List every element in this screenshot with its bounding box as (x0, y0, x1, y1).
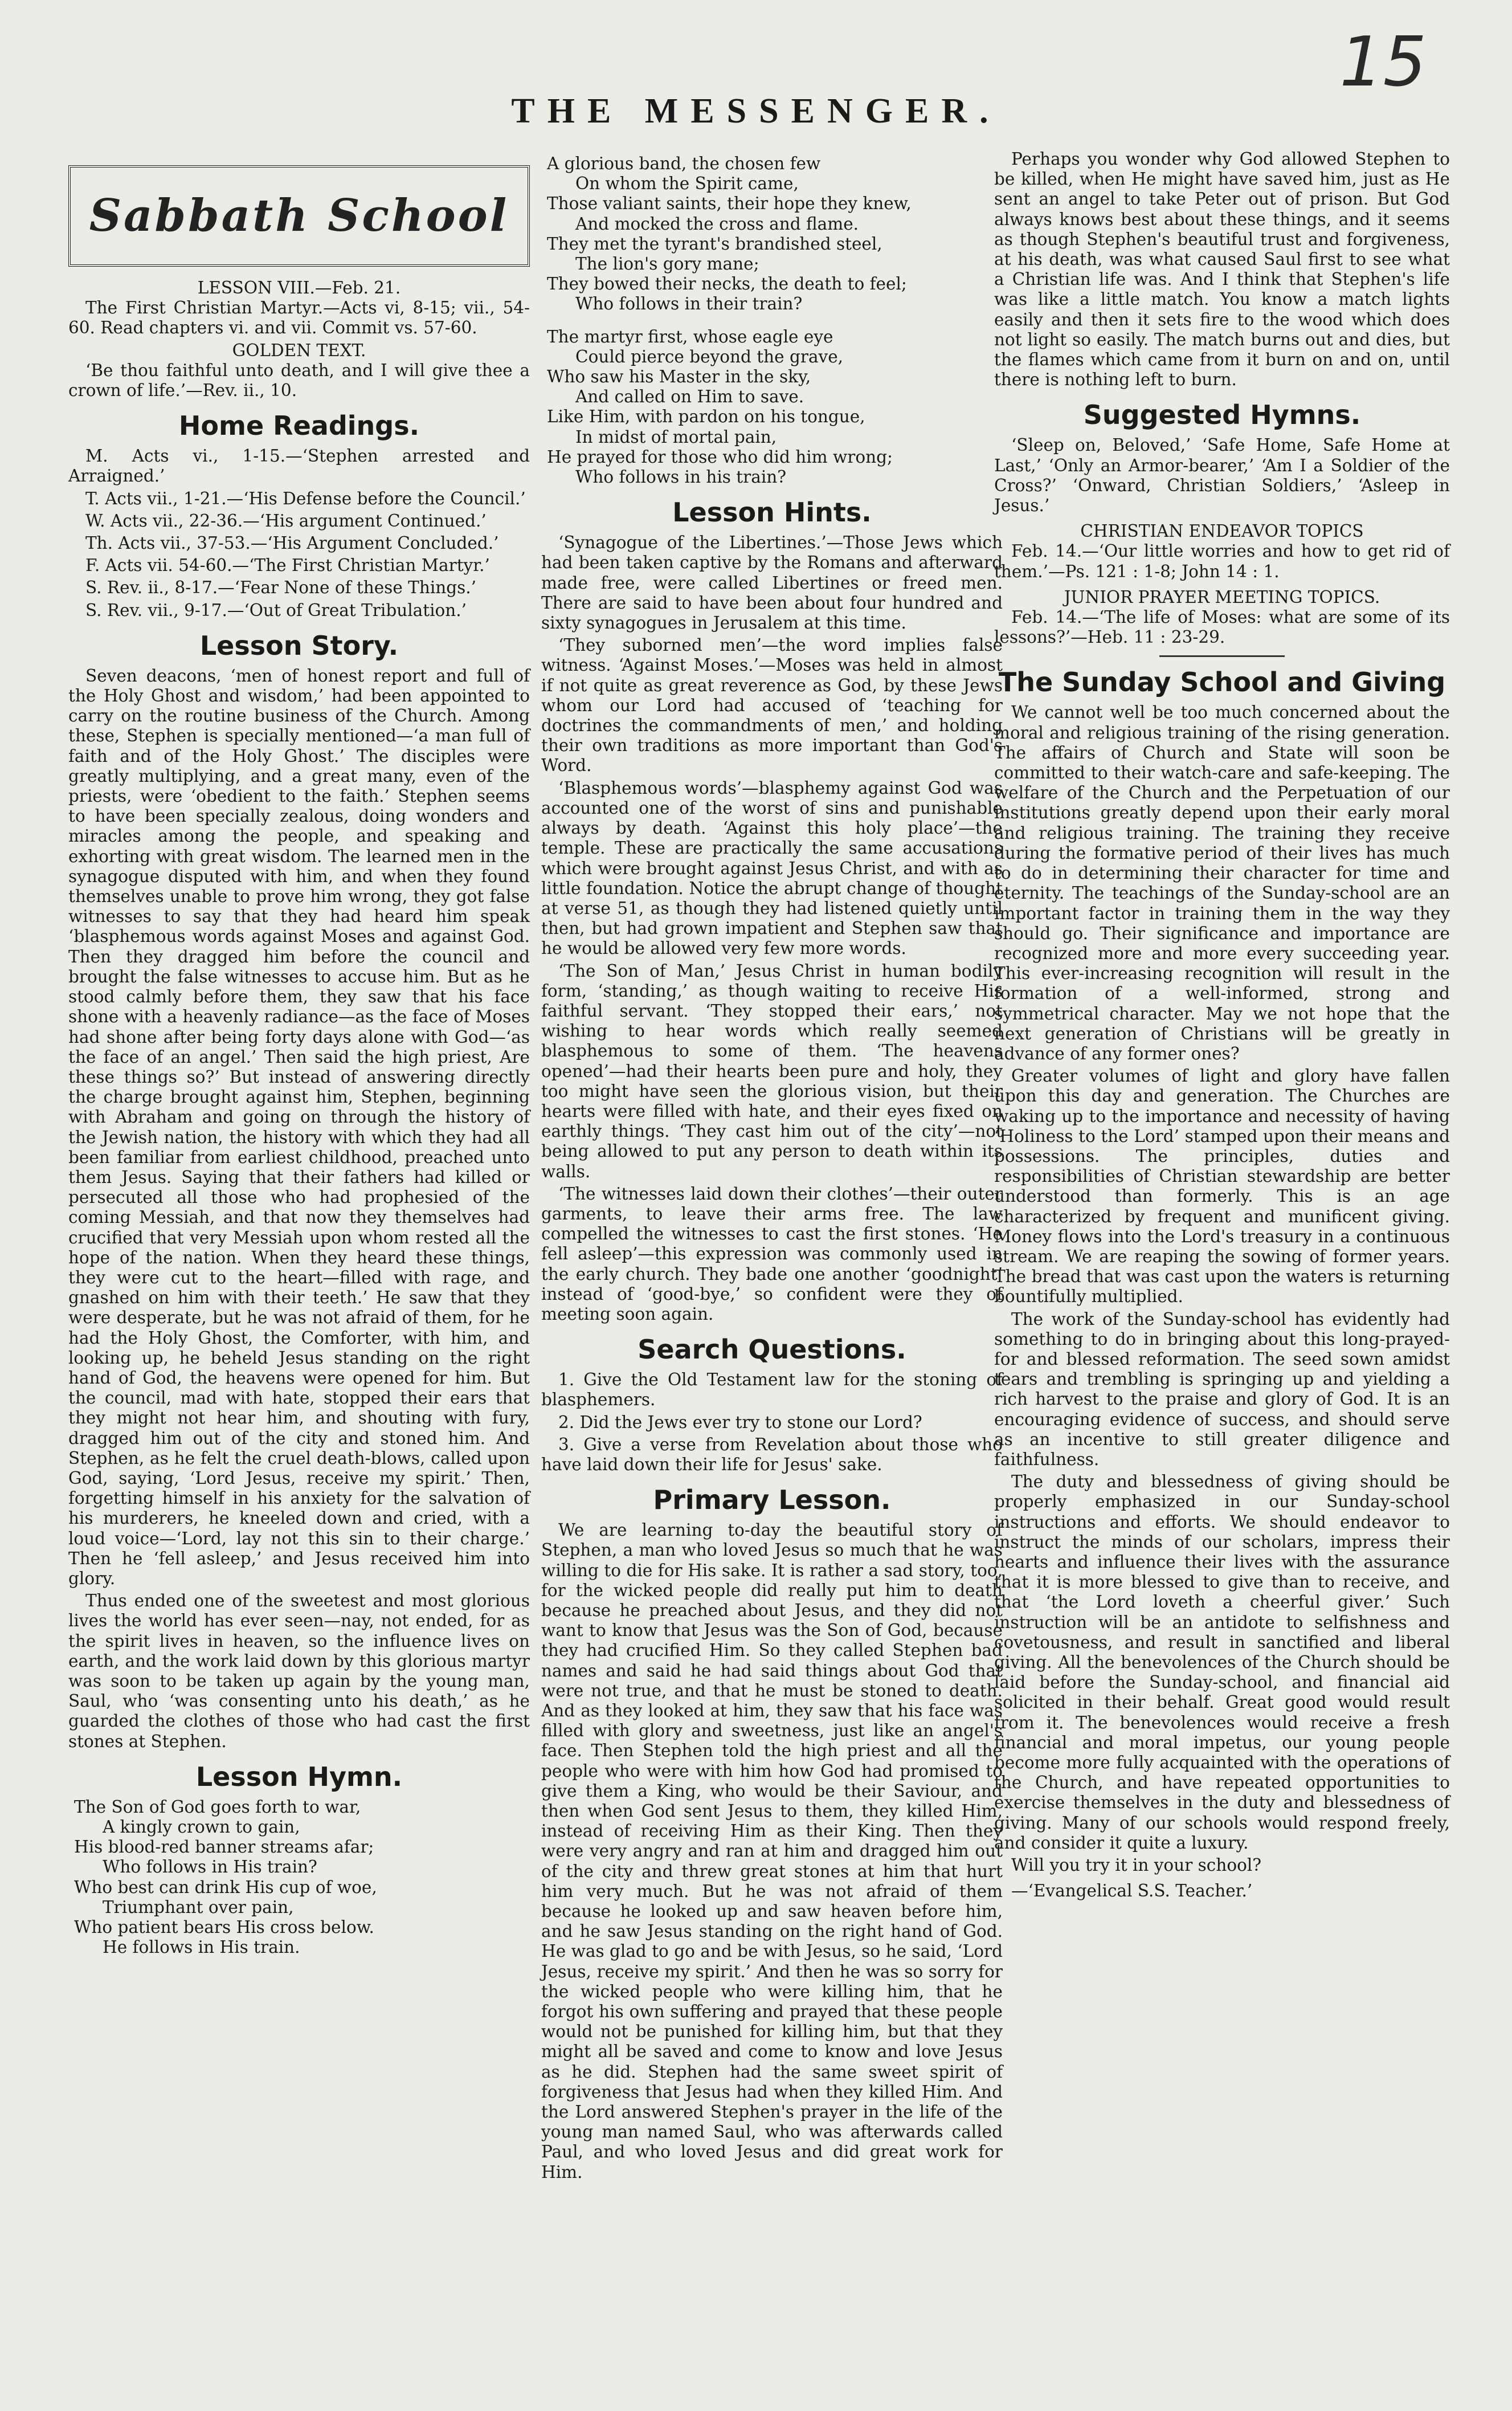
hymn-line: The Son of God goes forth to war, (74, 1797, 361, 1817)
suggested-hymns-text: ‘Sleep on, Beloved,’ ‘Safe Home, Safe Home at Last,’ ‘Only an Armor-bearer,’ ‘Am I a Soldier of the Cross?’ ‘Onward, Christian Soldiers,’ ‘Asleep in Jesus.’ (994, 435, 1450, 516)
reading-item: M. Acts vi., 1-15.—‘Stephen arrested and Arraigned.’ (68, 446, 530, 486)
hymn-stanza-1 (74, 1797, 530, 1958)
golden-text: ‘Be thou faithful unto death, and I will give thee a crown of life.’—Rev. ii., 10. (68, 360, 530, 401)
hymn-line: A kingly crown to gain, (103, 1817, 300, 1837)
question-item: 2. Did the Jews ever try to stone our Lord? (558, 1412, 922, 1432)
golden-text-label: GOLDEN TEXT. (232, 340, 366, 360)
column-1 (68, 154, 530, 1957)
hymn-line: Triumphant over pain, (103, 1897, 294, 1917)
masthead-title: THE MESSENGER. (511, 92, 1001, 130)
sabbath-school-logo: Sabbath School (68, 165, 530, 267)
hymn-stanza-2 (547, 154, 1003, 315)
column-2 (541, 154, 1003, 2185)
junior-topics-text: Feb. 14.—‘The life of Moses: what are some of its lessons?’—Heb. 11 : 23-29. (994, 607, 1450, 647)
giving-paragraph: We cannot well be too much concerned about the moral and religious training of the rising generation. The affairs of Church and State will soon be committed to their watch-care and safe-keeping. The welfare of the Church and the Perpetuation of our institutions greatly depend upon their early moral and religious training. The training they receive during the formative period of their lives has much to do in determining their character for time and eternity. The teachings of the Sunday-school are an important factor in training them in the way they should go. Their significance and importance are recognized more and more every succeeding year. This ever-increasing recognition will result in the formation of a well-informed, strong and symmetrical character. May we not hope that the next generation of Christians will be greatly in advance of any former ones? (994, 703, 1450, 1063)
hint-paragraph: ‘Blasphemous words’—blasphemy against God was accounted one of the worst of sins and punishable always by death. ‘Against this holy place’—the temple. These are practically the same accusations which were brought against Jesus Christ, and with as little foundation. Notice the abrupt change of thought at verse 51, as though they had listened quietly until then, but had grown impatient and Stephen saw that he would be allowed very few more words. (541, 778, 1003, 958)
page-number: 15 (1339, 23, 1427, 102)
hymn-line: And mocked the cross and flame. (575, 214, 859, 234)
hymn-line: Who patient bears His cross below. (74, 1918, 374, 1937)
ce-topics-text: Feb. 14.—‘Our little worries and how to get rid of them.’—Ps. 121 : 1-8; John 14 : 1. (994, 541, 1450, 581)
hymn-line: They bowed their necks, the death to feel; (547, 274, 907, 294)
hymn-line: Who saw his Master in the sky, (547, 367, 811, 387)
reading-item: S. Rev. vii., 9-17.—‘Out of Great Tribulation.’ (85, 600, 467, 620)
lesson-subject: The First Christian Martyr.—Acts vi, 8-15; vii., 54-60. Read chapters vi. and vii. Commit vs. 57-60. (68, 298, 530, 338)
hymn-line: In midst of mortal pain, (575, 427, 777, 447)
column-3 (994, 149, 1450, 1903)
ce-topics-title: CHRISTIAN ENDEAVOR TOPICS (1080, 521, 1364, 541)
primary-paragraph: We are learning to-day the beautiful story of Stephen, a man who loved Jesus so much that he was willing to die for His sake. It is rather a sad story, too, for the wicked people did really put him to death because he preached about Jesus, and they did not want to know that Jesus was the Son of God, because they had crucified Him. So they called Stephen bad names and said he had said things about God that were not true, and that he must be stoned to death. And as they looked at him, they saw that his face was filled with glory and sweetness, just like an angel's face. Then Stephen told the high priest and all the people who were with him how God had promised to give them a King, who would be their Saviour, and then when God sent Jesus to them, they killed Him, instead of receiving Him as their King. Then they were very angry and ran at him and dragged him out of the city and threw great stones at him that hurt him very much. But he was not afraid of them because he looked up and saw heaven before him, and he saw Jesus standing on the right hand of God. He was glad to go and be with Jesus, so he said, ‘Lord Jesus, receive my spirit.’ And then he was so sorry for the wicked people who were killing him, that he forgot his own suffering and prayed that these people would not be punished for killing him, but that they might all be saved and come to know and love Jesus as he did. Stephen had the same sweet spirit of forgiveness that Jesus had when they killed Him. And the Lord answered Stephen's prayer in the life of the young man named Saul, who was afterwards called Paul, and who loved Jesus and did great work for Him. (541, 1520, 1003, 2182)
reading-item: S. Rev. ii., 8-17.—‘Fear None of these Things.’ (85, 578, 477, 598)
hymn-line: They met the tyrant's brandished steel, (547, 234, 882, 254)
reading-item: Th. Acts vii., 37-53.—‘His Argument Concluded.’ (85, 533, 499, 553)
hymn-line: Who follows in his train? (575, 467, 787, 487)
hymn-stanza-3 (547, 327, 1003, 488)
hymn-line: He prayed for those who did him wrong; (547, 447, 893, 467)
home-readings-title: Home Readings. (178, 410, 420, 442)
lesson-hymn-title: Lesson Hymn. (195, 1761, 403, 1792)
hint-paragraph: ‘The witnesses laid down their clothes’—their outer garments, to leave their arms free. The law compelled the witnesses to cast the first stones. ‘He fell asleep’—this expression was commonly used in the early church. They bade one another ‘goodnight’ instead of ‘good-bye,’ so confident were they of meeting soon again. (541, 1184, 1003, 1324)
search-questions-title: Search Questions. (638, 1334, 906, 1365)
hymn-line: The martyr first, whose eagle eye (547, 327, 833, 346)
giving-paragraph: The duty and blessedness of giving should be properly emphasized in our Sunday-school instructions and efforts. We should endeavor to instruct the minds of our scholars, impress their hearts and influence their lives with the assurance that it is more blessed to give than to receive, and that ‘the Lord loveth a cheerful giver.’ Such instruction will be an antidote to selfishness and covetousness, and result in sanctified and liberal giving. All the benevolences of the Church should be laid before the Sunday-school, and financial aid solicited in their behalf. Great good would result from it. The benevolences would receive a fresh financial and moral impetus, our young people become more fully acquainted with the operations of the Church, and have repeated opportunities to exercise themselves in the duty and blessedness of giving. Many of our schools would respond freely, and consider it quite a luxury. (994, 1472, 1450, 1853)
suggested-hymns-title: Suggested Hymns. (1083, 399, 1361, 431)
hymn-line: His blood-red banner streams afar; (74, 1837, 374, 1857)
giving-title: The Sunday School and Giving (998, 667, 1446, 698)
hymn-line: Who best can drink His cup of woe, (74, 1877, 377, 1897)
hymn-line: And called on Him to save. (575, 387, 804, 407)
giving-paragraph: Will you try it in your school? (1011, 1855, 1262, 1875)
hint-paragraph: ‘The Son of Man,’ Jesus Christ in human bodily form, ‘standing,’ as though waiting to receive His faithful servant. ‘They stopped their ears,’ not wishing to hear words which really seemed blasphemous to some of them. ‘The heavens opened’—had their hearts been pure and holy, they too might have seen the glorious vision, but their hearts were filled with hate, and their eyes fixed on earthly things. ‘They cast him out of the city’—not being allowed to put any person to death within its walls. (541, 961, 1003, 1181)
hymn-line: Like Him, with pardon on his tongue, (547, 407, 865, 427)
giving-paragraph: The work of the Sunday-school has evidently had something to do in bringing about this long-prayed-for and blessed reformation. The seed sown amidst tears and trembling is springing up and yielding a rich harvest to the praise and glory of God. It is an encouraging evidence of success, and should serve as an incentive to still greater diligence and faithfulness. (994, 1309, 1450, 1469)
giving-paragraph: Greater volumes of light and glory have fallen upon this day and generation. The Churches are waking up to the importance and necessity of having ‘Holiness to the Lord’ stamped upon their means and possessions. The principles, duties and responsibilities of Christian stewardship are better understood than formerly. This is an age characterized by frequent and munificent giving. Money flows into the Lord's treasury in a continuous stream. We are reaping the sowing of former years. The bread that was cast upon the waters is returning bountifully multiplied. (994, 1066, 1450, 1307)
question-item: 1. Give the Old Testament law for the stoning of blasphemers. (541, 1370, 1003, 1410)
junior-topics-title: JUNIOR PRAYER MEETING TOPICS. (1064, 587, 1380, 607)
reading-item: W. Acts vii., 22-36.—‘His argument Continued.’ (85, 511, 487, 531)
hymn-line: Could pierce beyond the grave, (575, 346, 844, 366)
hymn-line: The lion's gory mane; (575, 254, 759, 274)
question-item: 3. Give a verse from Revelation about those who have laid down their life for Jesus' sake. (541, 1434, 1003, 1474)
giving-signature: —‘Evangelical S.S. Teacher.’ (1011, 1881, 1253, 1901)
reading-item: T. Acts vii., 1-21.—‘His Defense before the Council.’ (85, 488, 526, 508)
lesson-story-title: Lesson Story. (199, 630, 399, 661)
hint-paragraph: ‘Synagogue of the Libertines.’—Those Jews which had been taken captive by the Romans and afterward made free, were called Libertines or freed men. There are said to have been about four hundred and sixty synagogues in Jerusalem at this time. (541, 533, 1003, 633)
hint-paragraph: ‘They suborned men’—the word implies false witness. ‘Against Moses.’—Moses was held in almost if not quite as great reverence as God, by these Jews whom our Lord had accused of ‘teaching for doctrines the commandments of men,’ and holding their own traditions as more important than God's Word. (541, 635, 1003, 776)
hymn-line: On whom the Spirit came, (575, 174, 799, 194)
hymn-line: A glorious band, the chosen few (547, 154, 821, 173)
reading-item: F. Acts vii. 54-60.—‘The First Christian Martyr.’ (85, 556, 490, 576)
section-divider (1159, 655, 1285, 657)
lesson-heading: LESSON VIII.—Feb. 21. (197, 278, 401, 297)
story-paragraph: Seven deacons, ‘men of honest report and full of the Holy Ghost and wisdom,’ had been appointed to carry on the routine business of the Church. Among these, Stephen is specially mentioned—‘a man full of faith and of the Holy Ghost.’ The disciples were greatly multiplying, and a great many, even of the priests, were ‘obedient to the faith.’ Stephen seems to have been specially zealous, doing wonders and miracles among the people, and speaking and exhorting with great wisdom. The learned men in the synagogue disputed with him, and when they found themselves unable to prove him wrong, they got false witnesses to say that they had heard him speak ‘blasphemous words against Moses and against God. Then they dragged him before the council and brought the false witnesses to accuse him. But as he stood calmly before them, they saw that his face shone with a heavenly radiance—as the face of Moses had shone after being forty days alone with God—‘as the face of an angel.’ Then said the high priest, Are these things so?’ But instead of answering directly the charge brought against him, Stephen, beginning with Abraham and going on through the history of the Jewish nation, the history with which they had all been familiar from earliest childhood, preached unto them Jesus. Saying that their fathers had killed or persecuted all those who had prophesied of the coming Messiah, and that now they themselves had crucified that very Messiah upon whom rested all the hope of the nation. When they heard these things, they were cut to the heart—filled with rage, and gnashed on him with their teeth.’ He saw that they were desperate, but he was not afraid of them, for he had the Holy Ghost, the Comforter, with him, and looking up, he beheld Jesus standing on the right hand of God, the heavens were opened for him. But the council, mad with hate, stopped their ears that they might not hear him, and shouting with fury, dragged him out of the city and stoned him. And Stephen, as he felt the cruel death-blows, called upon God, saying, ‘Lord Jesus, receive my spirit.’ Then, forgetting himself in his anxiety for the salvation of his murderers, he kneeled down and cried, with a loud voice—‘Lord, lay not this sin to their charge.’ Then he ‘fell asleep,’ and Jesus received him into glory. (68, 666, 530, 1588)
primary-lesson-title: Primary Lesson. (653, 1484, 891, 1516)
hymn-line: Those valiant saints, their hope they knew, (547, 194, 912, 214)
story-paragraph: Thus ended one of the sweetest and most glorious lives the world has ever seen—nay, not ended, for as the spirit lives in heaven, so the influence lives on earth, and the work laid down by this glorious martyr was soon to be taken up again by the young man, Saul, who ‘was consenting unto his death,’ as he guarded the clothes of those who had cast the first stones at Stephen. (68, 1591, 530, 1751)
primary-paragraph: Perhaps you wonder why God allowed Stephen to be killed, when He might have saved him, just as He sent an angel to take Peter out of prison. But God always knows best about these things, and it seems as though Stephen's beautiful trust and forgiveness, at his death, was what caused Saul first to see what a Christian life was. And I think that Stephen's life was like a little match. You know a match lights easily and then it sets fire to the wood which does not light so easily. The match burns out and dies, but the flames which came from it burn on and on, until there is nothing left to burn. (994, 149, 1450, 390)
lesson-hints-title: Lesson Hints. (672, 497, 872, 528)
hymn-line: Who follows in their train? (575, 294, 803, 314)
hymn-line: He follows in His train. (103, 1937, 300, 1957)
hymn-line: Who follows in His train? (103, 1857, 317, 1877)
